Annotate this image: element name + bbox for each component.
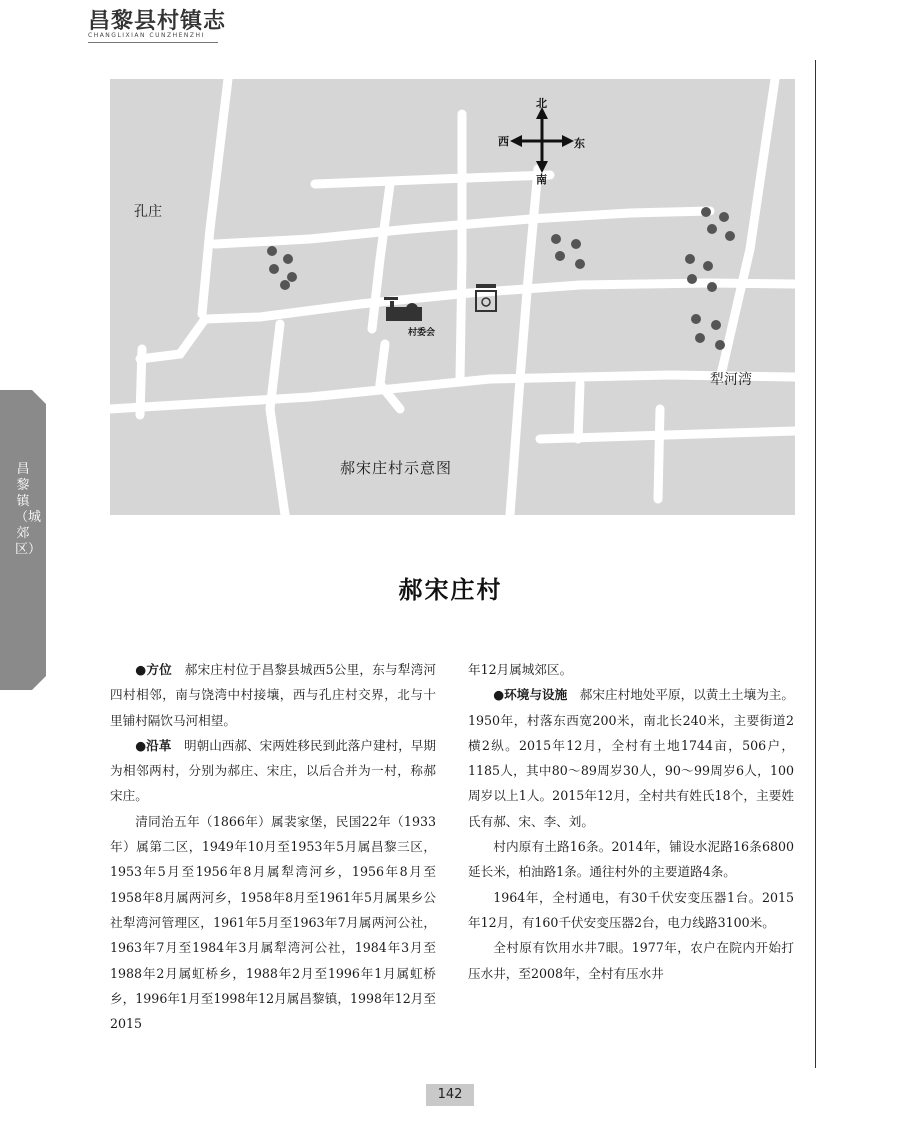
tree-icon bbox=[280, 280, 290, 290]
map-caption: 郝宋庄村示意图 bbox=[340, 459, 453, 477]
paragraph-roads: 村内原有土路16条。2014年，铺设水泥路16条6800延长米，柏油路1条。通往村外的主要道路4条。 bbox=[468, 839, 794, 880]
road bbox=[578, 384, 580, 439]
road bbox=[658, 409, 660, 499]
tree-icon bbox=[551, 234, 561, 244]
tree-icon bbox=[575, 259, 585, 269]
paragraph-electricity: 1964年，全村通电，有30千伏安变压器1台。2015年12月，有160千伏安变压器2台，电力线路3100米。 bbox=[468, 889, 794, 930]
paragraph-environment bbox=[468, 682, 794, 834]
book-title: 昌黎县村镇志 bbox=[88, 8, 227, 34]
compass-south-label: 南 bbox=[536, 173, 547, 186]
tree-icon bbox=[707, 282, 717, 292]
paragraph-history-detail: 清同治五年（1866年）属裴家堡，民国22年（1933年）属第二区，1949年10月至1953年5月属昌黎三区，1953年5月至1956年8月属犁湾河乡，1956年8月至1958年8月属两河乡，1958年8月至1961年5月属果乡公社犁湾河管理区，1961年5月至1963年7月属两河公社，1963年7月至1984年3月属犁湾河公社，1984年3月至1988年2月属虹桥乡，1988年2月至1996年1月属虹桥乡，1996年1月至1998年12月属昌黎镇，1998年12月至2015 bbox=[110, 813, 436, 1032]
compass-east-label: 东 bbox=[574, 137, 585, 150]
running-header bbox=[88, 8, 226, 39]
column-rule-vertical bbox=[815, 60, 816, 1068]
tree-icon bbox=[685, 254, 695, 264]
tree-icon bbox=[287, 272, 297, 282]
tree-icon bbox=[707, 224, 717, 234]
tree-icon bbox=[719, 212, 729, 222]
text-column-left bbox=[110, 657, 436, 1036]
tree-icon bbox=[687, 274, 697, 284]
tree-icon bbox=[701, 207, 711, 217]
tree-icon bbox=[711, 320, 721, 330]
section-heading-location: ●方位 bbox=[135, 662, 172, 677]
text-column-right bbox=[468, 657, 794, 986]
tree-icon bbox=[695, 333, 705, 343]
village-map bbox=[110, 79, 795, 515]
chapter-side-tab-label: 昌黎镇（城郊区） bbox=[15, 462, 42, 557]
paragraph-text: 明朝山西郝、宋两姓移民到此落户建村，早期为相邻两村，分别为郝庄、宋庄，以后合并为一村，称郝宋庄。 bbox=[110, 737, 436, 804]
article-title: 郝宋庄村 bbox=[398, 575, 503, 604]
compass-west-label: 西 bbox=[498, 135, 509, 148]
book-title-pinyin: CHANGLIXIAN CUNZHENZHI bbox=[88, 32, 205, 39]
paragraph-location bbox=[110, 657, 436, 733]
road bbox=[140, 349, 142, 415]
tree-icon bbox=[555, 251, 565, 261]
tree-icon bbox=[571, 239, 581, 249]
page-number: 142 bbox=[426, 1084, 474, 1106]
section-heading-environment: ●环境与设施 bbox=[493, 687, 568, 703]
paragraph-text: 郝宋庄村地处平原，以黄土土壤为主。1950年，村落东西宽200米，南北长240米，主要街道2横2纵。2015年12月，全村有土地1744亩，506户，1185人，其中80～89周岁30人，90～99周岁6人，100周岁以上1人。2015年12月，全村共有姓氏18个，主要姓氏有郝、宋、李、刘。 bbox=[468, 687, 794, 829]
tree-icon bbox=[269, 264, 279, 274]
tree-icon bbox=[267, 246, 277, 256]
road bbox=[460, 114, 462, 379]
map-label-village-committee: 村委会 bbox=[408, 328, 436, 338]
map-road-network bbox=[110, 79, 795, 515]
section-heading-history: ●沿革 bbox=[135, 737, 172, 753]
tree-icon bbox=[725, 231, 735, 241]
tree-icon bbox=[715, 340, 725, 350]
paragraph-text: 郝宋庄村位于昌黎县城西5公里，东与犁湾河四村相邻，南与饶湾中村接壤，西与孔庄村交界，北与十里铺村隔饮马河相望。 bbox=[110, 662, 436, 728]
header-rule bbox=[88, 42, 218, 43]
tree-icon bbox=[691, 314, 701, 324]
compass-north-label: 北 bbox=[536, 97, 547, 110]
tree-icon bbox=[703, 261, 713, 271]
paragraph-continuation: 年12月属城郊区。 bbox=[468, 662, 573, 677]
map-label-lihewan: 犁河湾 bbox=[710, 372, 752, 388]
paragraph-water: 全村原有饮用水井7眼。1977年，农户在院内开始打压水井，至2008年，全村有压水井 bbox=[468, 940, 794, 981]
paragraph-history bbox=[110, 733, 436, 809]
map-label-kongzhuang: 孔庄 bbox=[134, 204, 162, 220]
tree-icon bbox=[283, 254, 293, 264]
